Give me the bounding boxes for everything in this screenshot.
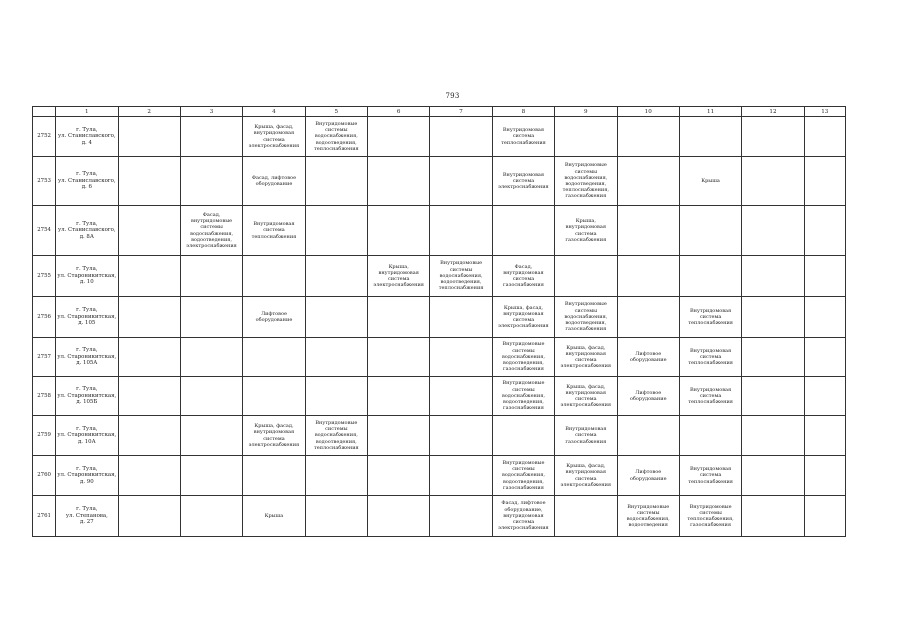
work-cell (305, 206, 367, 256)
work-cell (118, 416, 180, 456)
work-cell (742, 206, 804, 256)
work-cell (180, 338, 242, 377)
work-cell (368, 338, 430, 377)
table-row (33, 117, 846, 157)
work-cell (368, 297, 430, 338)
work-cell (617, 256, 679, 297)
work-cell (430, 206, 492, 256)
work-cell (368, 157, 430, 206)
work-cell (305, 256, 367, 297)
work-cell (180, 416, 242, 456)
address-cell: г. Тула, ул. Степанова, д. 27 (56, 496, 118, 537)
table-row (33, 297, 846, 338)
work-cell (180, 157, 242, 206)
header-cell: 3 (180, 107, 242, 117)
row-number-cell: 2761 (33, 496, 56, 537)
work-cell (617, 416, 679, 456)
table-row (33, 256, 846, 297)
work-cell: Внутридомовые системы водоснабжения, водоотведения, теплоснабжения, газоснабжения (555, 157, 617, 206)
work-cell (555, 117, 617, 157)
work-cell: Лифтовое оборудование (617, 377, 679, 416)
work-cell: Внутридомовые системы водоснабжения, водоотведения, теплоснабжения (305, 416, 367, 456)
work-cell: Фасад, внутридомовые системы водоснабжения, водоотведения, электроснабжения (180, 206, 242, 256)
header-cell: 4 (243, 107, 305, 117)
work-cell: Крыша, фасад, внутридомовая система электроснабжения (555, 338, 617, 377)
table-body (33, 117, 846, 537)
address-cell: г. Тула, ул. Староникитская, д. 10 (56, 256, 118, 297)
work-cell (180, 256, 242, 297)
table-row (33, 496, 846, 537)
work-cell (180, 297, 242, 338)
work-cell (679, 416, 741, 456)
work-cell (180, 456, 242, 496)
address-cell: г. Тула, ул. Староникитская, д. 10А (56, 416, 118, 456)
row-number-cell: 2760 (33, 456, 56, 496)
work-cell (742, 377, 804, 416)
work-cell (430, 117, 492, 157)
work-cell (243, 377, 305, 416)
work-cell (368, 206, 430, 256)
work-cell (118, 377, 180, 416)
work-cell (243, 338, 305, 377)
work-cell (617, 157, 679, 206)
work-cell (368, 496, 430, 537)
work-cell (742, 338, 804, 377)
work-cell (742, 496, 804, 537)
work-cell: Крыша, внутридомовая система электроснабжения (368, 256, 430, 297)
header-cell: 1 (56, 107, 118, 117)
header-cell: 5 (305, 107, 367, 117)
work-cell (742, 256, 804, 297)
work-cell (118, 338, 180, 377)
work-cell (555, 496, 617, 537)
work-cell: Фасад, лифтовое оборудование (243, 157, 305, 206)
header-cell: 10 (617, 107, 679, 117)
work-cell (430, 157, 492, 206)
row-number-cell: 2756 (33, 297, 56, 338)
address-cell: г. Тула, ул. Староникитская, д. 105А (56, 338, 118, 377)
work-cell: Лифтовое оборудование (617, 456, 679, 496)
work-cell: Крыша (243, 496, 305, 537)
work-cell (430, 416, 492, 456)
work-cell (804, 297, 845, 338)
work-cell (492, 206, 554, 256)
work-cell (305, 338, 367, 377)
work-cell (118, 157, 180, 206)
work-cell: Внутридомовые системы водоснабжения, водоотведения (617, 496, 679, 537)
work-cell: Фасад, лифтовое оборудование, внутридомовая система электроснабжения (492, 496, 554, 537)
work-cell: Внутридомовые системы водоснабжения, водоотведения, теплоснабжения (430, 256, 492, 297)
work-cell: Внутридомовые системы теплоснабжения, газоснабжения (679, 496, 741, 537)
header-cell: 6 (368, 107, 430, 117)
work-cell: Лифтовое оборудование (243, 297, 305, 338)
work-cell: Внутридомовая система теплоснабжения (492, 117, 554, 157)
address-cell: г. Тула, ул. Староникитская, д. 105 (56, 297, 118, 338)
header-cell: 7 (430, 107, 492, 117)
work-cell (742, 157, 804, 206)
work-cell (118, 117, 180, 157)
work-cell: Фасад, внутридомовая система газоснабжения (492, 256, 554, 297)
work-cell: Крыша, фасад, внутридомовая система электроснабжения (492, 297, 554, 338)
work-cell: Внутридомовая система электроснабжения (492, 157, 554, 206)
page-number: 793 (445, 92, 460, 100)
work-cell (742, 456, 804, 496)
work-cell (243, 256, 305, 297)
table-row (33, 338, 846, 377)
work-cell: Внутридомовая система теплоснабжения (679, 338, 741, 377)
header-cell-blank (33, 107, 56, 117)
work-cell (243, 456, 305, 496)
work-cell (804, 206, 845, 256)
work-cell: Лифтовое оборудование (617, 338, 679, 377)
work-cell (804, 256, 845, 297)
work-cell (368, 416, 430, 456)
work-cell (430, 496, 492, 537)
work-cell (368, 377, 430, 416)
table-row (33, 157, 846, 206)
header-cell: 11 (679, 107, 741, 117)
work-cell (804, 117, 845, 157)
work-cell: Крыша, внутридомовая система газоснабжения (555, 206, 617, 256)
row-number-cell: 2758 (33, 377, 56, 416)
work-cell (804, 338, 845, 377)
header-cell: 12 (742, 107, 804, 117)
row-number-cell: 2753 (33, 157, 56, 206)
work-cell (180, 496, 242, 537)
work-cell: Крыша, фасад, внутридомовая система электроснабжения (243, 416, 305, 456)
header-cell: 9 (555, 107, 617, 117)
work-cell: Крыша, фасад, внутридомовая система электроснабжения (555, 456, 617, 496)
work-cell (118, 456, 180, 496)
work-cell: Внутридомовая система теплоснабжения (243, 206, 305, 256)
work-cell (492, 416, 554, 456)
work-cell (118, 496, 180, 537)
work-cell (804, 416, 845, 456)
header-cell: 2 (118, 107, 180, 117)
work-cell: Внутридомовые системы водоснабжения, водоотведения, газоснабжения (492, 456, 554, 496)
work-cell (305, 297, 367, 338)
row-number-cell: 2755 (33, 256, 56, 297)
work-cell (804, 157, 845, 206)
row-number-cell: 2757 (33, 338, 56, 377)
work-cell (430, 297, 492, 338)
work-cell: Внутридомовая система теплоснабжения (679, 456, 741, 496)
work-cell: Крыша (679, 157, 741, 206)
table-row (33, 206, 846, 256)
work-cell (742, 297, 804, 338)
work-cell (742, 416, 804, 456)
work-cell: Крыша, фасад, внутридомовая система электроснабжения (555, 377, 617, 416)
address-cell: г. Тула, ул. Староникитская, д. 90 (56, 456, 118, 496)
row-number-cell: 2752 (33, 117, 56, 157)
work-cell (118, 206, 180, 256)
work-cell (679, 117, 741, 157)
work-cell (617, 117, 679, 157)
work-cell (617, 206, 679, 256)
table-row (33, 377, 846, 416)
work-cell: Внутридомовая система теплоснабжения (679, 377, 741, 416)
work-cell (430, 377, 492, 416)
work-cell (430, 338, 492, 377)
work-cell (679, 206, 741, 256)
work-cell (804, 496, 845, 537)
work-cell (305, 496, 367, 537)
header-row (33, 107, 846, 117)
address-cell: г. Тула, ул. Староникитская, д. 105Б (56, 377, 118, 416)
table-row (33, 456, 846, 496)
work-cell (180, 117, 242, 157)
work-cell (742, 117, 804, 157)
row-number-cell: 2759 (33, 416, 56, 456)
work-cell (804, 377, 845, 416)
work-cell (679, 256, 741, 297)
work-cell: Крыша, фасад, внутридомовая система электроснабжения (243, 117, 305, 157)
header-cell: 8 (492, 107, 554, 117)
work-cell (555, 256, 617, 297)
work-cell (368, 117, 430, 157)
repair-schedule-table (32, 106, 846, 537)
work-cell: Внутридомовые системы водоснабжения, водоотведения, теплоснабжения (305, 117, 367, 157)
work-cell (305, 456, 367, 496)
work-cell (617, 297, 679, 338)
table-row (33, 416, 846, 456)
address-cell: г. Тула, ул. Станиславского, д. 6 (56, 157, 118, 206)
work-cell (305, 157, 367, 206)
address-cell: г. Тула, ул. Станиславского, д. 4 (56, 117, 118, 157)
address-cell: г. Тула, ул. Станиславского, д. 8А (56, 206, 118, 256)
work-cell (804, 456, 845, 496)
row-number-cell: 2754 (33, 206, 56, 256)
work-cell: Внутридомовые системы водоснабжения, водоотведения, газоснабжения (555, 297, 617, 338)
work-cell: Внутридомовая система газоснабжения (555, 416, 617, 456)
work-cell (180, 377, 242, 416)
work-cell (118, 297, 180, 338)
work-cell (305, 377, 367, 416)
work-cell (368, 456, 430, 496)
work-cell: Внутридомовые системы водоснабжения, водоотведения, газоснабжения (492, 377, 554, 416)
work-cell: Внутридомовая система теплоснабжения (679, 297, 741, 338)
work-cell: Внутридомовые системы водоснабжения, водоотведения, газоснабжения (492, 338, 554, 377)
header-cell: 13 (804, 107, 845, 117)
work-cell (430, 456, 492, 496)
work-cell (118, 256, 180, 297)
